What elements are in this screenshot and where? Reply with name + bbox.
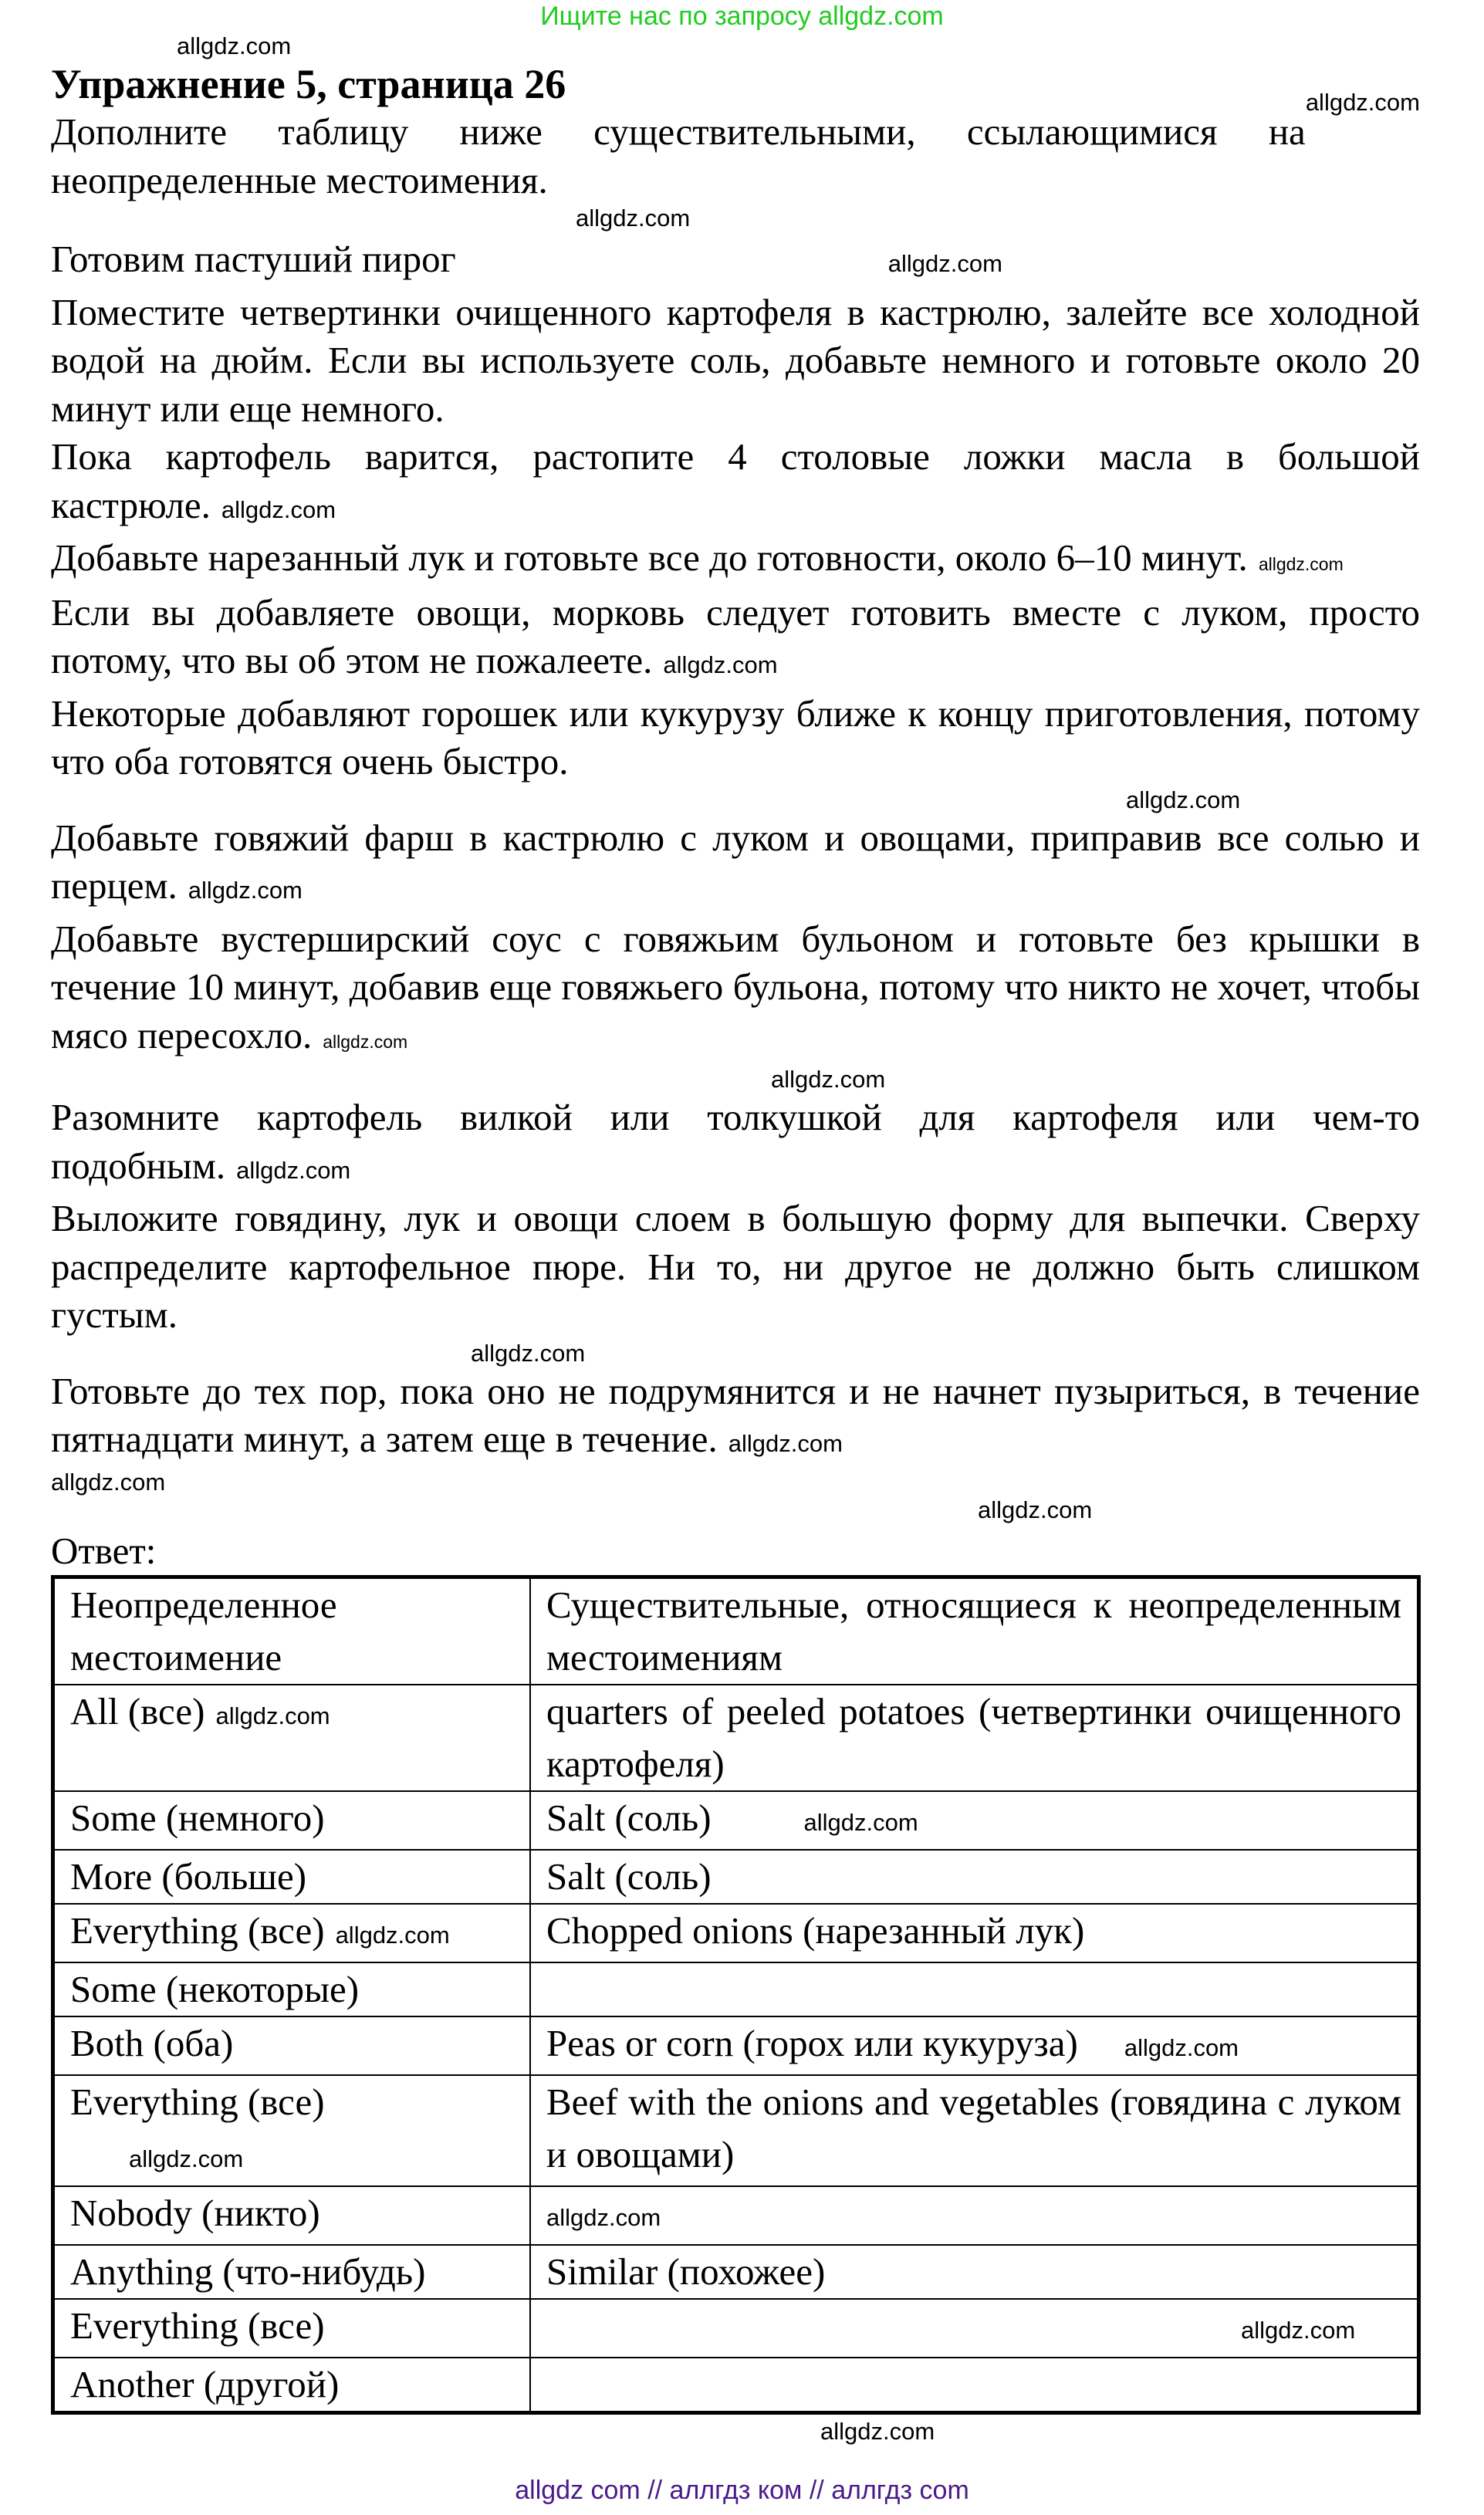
pronoun-text: Everything (все) xyxy=(70,1908,325,1952)
pronoun-cell: Everything (все) xyxy=(53,2299,531,2358)
paragraph xyxy=(51,1367,1420,1469)
table-header-row xyxy=(53,1577,1419,1685)
noun-cell: Similar (похожее) xyxy=(530,2245,1419,2299)
paragraph xyxy=(51,289,1420,434)
pronoun-text: All (все) xyxy=(70,1689,205,1732)
pronoun-cell xyxy=(53,2075,531,2186)
paragraph xyxy=(51,690,1420,786)
watermark: allgdz.com xyxy=(1258,554,1344,574)
watermark: allgdz.com xyxy=(51,1468,166,1496)
watermark: allgdz.com xyxy=(215,1702,330,1729)
watermark: allgdz.com xyxy=(323,1031,408,1052)
watermark: allgdz.com xyxy=(887,250,1002,277)
pronoun-cell: More (больше) xyxy=(53,1850,531,1904)
noun-cell xyxy=(530,2016,1419,2075)
recipe-title-row xyxy=(51,235,1420,289)
bottom-banner[interactable]: allgdz com // аллгдз ком // аллгдз com xyxy=(515,2475,969,2505)
pronoun-cell: Some (немного) xyxy=(53,1791,531,1850)
paragraph xyxy=(51,1195,1420,1340)
noun-text: Salt (соль) xyxy=(546,1796,712,1839)
noun-cell: Chopped onions (нарезанный лук) xyxy=(530,1904,1419,1962)
watermark: allgdz.com xyxy=(221,495,336,523)
page-title-row xyxy=(51,60,1420,116)
table-row xyxy=(53,1904,1419,1962)
watermark: allgdz.com xyxy=(728,1430,843,1457)
paragraph-text: Готовьте до тех пор, пока оно не подрумянится и не начнет пузыриться, в течение пятнадцати минут, а затем еще в течение. xyxy=(51,1369,1420,1460)
table-row xyxy=(53,2016,1419,2075)
paragraph-text: Если вы добавляете овощи, морковь следует готовить вместе с луком, просто потому, что вы об этом не пожалеете. xyxy=(51,590,1420,681)
watermark: allgdz.com xyxy=(335,1921,450,1949)
noun-cell xyxy=(530,2358,1419,2413)
paragraph-text: Разомните картофель вилкой или толкушкой для картофеля или чем-то подобным. xyxy=(51,1096,1420,1187)
paragraph xyxy=(51,1094,1420,1195)
recipe-text xyxy=(51,235,1420,1469)
watermark: allgdz.com xyxy=(471,1339,586,1367)
pronoun-cell xyxy=(53,1904,531,1962)
table-row xyxy=(53,1962,1419,2016)
watermark: allgdz.com xyxy=(177,32,292,59)
watermark: allgdz.com xyxy=(129,2145,244,2172)
watermark: allgdz.com xyxy=(978,1496,1093,1523)
paragraph-text: Добавьте говяжий фарш в кастрюлю с луком и овощами, приправив все солью и перцем. xyxy=(51,816,1420,907)
table-row xyxy=(53,2245,1419,2299)
paragraph-text: Пока картофель варится, растопите 4 столовые ложки масла в большой кастрюле. xyxy=(51,435,1420,526)
pronoun-cell: Some (некоторые) xyxy=(53,1962,531,2016)
header-cell: Существительные, относящиеся к неопределенным местоимениям xyxy=(530,1577,1419,1685)
noun-cell: Beef with the onions and vegetables (говядина с луком и овощами) xyxy=(530,2075,1419,2186)
pronoun-cell: Another (другой) xyxy=(53,2358,531,2413)
watermark: allgdz.com xyxy=(803,1808,918,1836)
watermark: allgdz.com xyxy=(771,1066,886,1093)
page-title: Упражнение 5, страница 26 xyxy=(51,61,566,107)
pronoun-cell: Both (оба) xyxy=(53,2016,531,2075)
noun-cell: quarters of peeled potatoes (четвертинки очищенного картофеля) xyxy=(530,1685,1419,1791)
noun-cell xyxy=(530,1962,1419,2016)
noun-cell: Salt (соль) xyxy=(530,1850,1419,1904)
top-banner[interactable]: Ищите нас по запросу allgdz.com xyxy=(540,2,944,31)
watermark: allgdz.com xyxy=(1305,89,1420,116)
paragraph xyxy=(51,534,1420,589)
header-cell: Неопределенное местоимение xyxy=(53,1577,531,1685)
paragraph-text: Поместите четвертинки очищенного картофеля в кастрюлю, залейте все холодной водой на дюйм. Если вы используете соль, добавьте немного и готовьте около 20 минут или еще немного. xyxy=(51,290,1420,430)
paragraph-text: Добавьте вустерширский соус с говяжьим бульоном и готовьте без крышки в течение 10 минут, добавив еще говяжьего бульона, потому что никто не хочет, чтобы мясо пересохло. xyxy=(51,917,1420,1056)
pronoun-text: Everything (все) xyxy=(70,2080,325,2123)
noun-cell xyxy=(530,2299,1419,2358)
pronoun-cell: Nobody (никто) xyxy=(53,2186,531,2245)
pronoun-cell xyxy=(53,1685,531,1791)
watermark: allgdz.com xyxy=(236,1156,351,1184)
noun-cell xyxy=(530,1791,1419,1850)
table-row xyxy=(53,1685,1419,1791)
noun-text: Peas or corn (горох или кукуруза) xyxy=(546,2021,1078,2064)
paragraph-text: Некоторые добавляют горошек или кукурузу ближе к концу приготовления, потому что оба готовятся очень быстро. xyxy=(51,691,1420,783)
answer-table xyxy=(51,1575,1421,2415)
paragraph-text: Выложите говядину, лук и овощи слоем в большую форму для выпечки. Сверху распределите картофельное пюре. Ни то, ни другое не должно быть слишком густым. xyxy=(51,1197,1420,1336)
paragraph xyxy=(51,433,1420,534)
watermark: allgdz.com xyxy=(663,651,778,678)
table-row xyxy=(53,2075,1419,2186)
watermark: allgdz.com xyxy=(1126,786,1241,813)
paragraph xyxy=(51,814,1420,915)
paragraph xyxy=(51,915,1420,1067)
table-row xyxy=(53,2186,1419,2245)
watermark: allgdz.com xyxy=(1124,2033,1239,2061)
instruction-text: Дополните таблицу ниже существительными, ссылающимися на неопределенные местоимения. xyxy=(51,110,1306,201)
watermark: allgdz.com xyxy=(1241,2316,1356,2344)
watermark: allgdz.com xyxy=(576,205,691,232)
paragraph xyxy=(51,589,1420,690)
table-row xyxy=(53,1791,1419,1850)
instruction xyxy=(51,108,1420,205)
noun-cell xyxy=(530,2186,1419,2245)
table-row xyxy=(53,2299,1419,2358)
watermark: allgdz.com xyxy=(188,877,303,904)
table-row xyxy=(53,1850,1419,1904)
pronoun-cell: Anything (что-нибудь) xyxy=(53,2245,531,2299)
table-row xyxy=(53,2358,1419,2413)
paragraph-text: Добавьте нарезанный лук и готовьте все до готовности, около 6–10 минут. xyxy=(51,536,1248,579)
answer-label: Ответ: xyxy=(51,1529,157,1572)
recipe-title: Готовим пастуший пирог xyxy=(51,238,456,280)
page-content xyxy=(51,32,1420,2446)
watermark: allgdz.com xyxy=(820,2417,935,2445)
watermark: allgdz.com xyxy=(546,2203,661,2231)
